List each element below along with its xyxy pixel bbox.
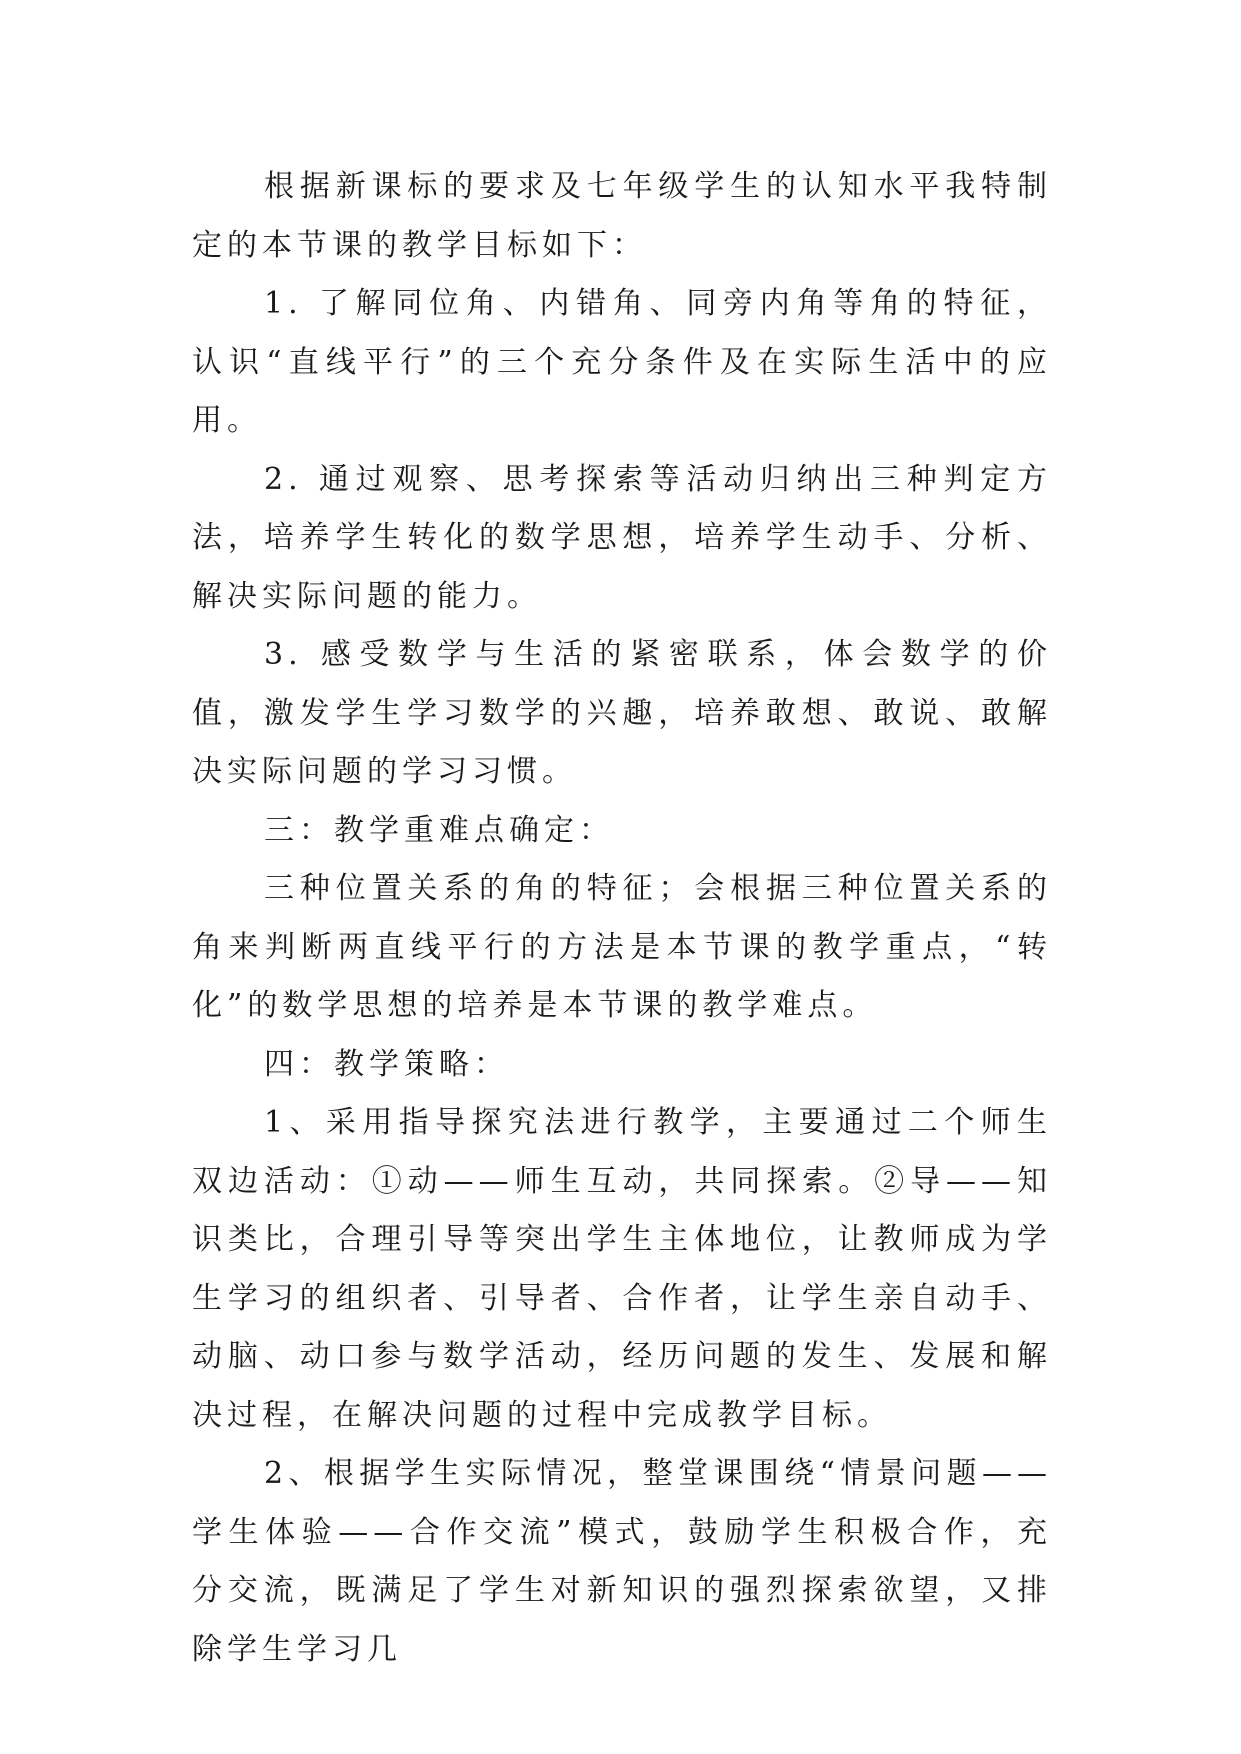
paragraph-objective-3: 3. 感受数学与生活的紧密联系，体会数学的价值，激发学生学习数学的兴趣，培养敢想、敢说、敢解决实际问题的学习习惯。 [192,637,1052,789]
paragraph-key-points: 三种位置关系的角的特征；会根据三种位置关系的角来判断两直线平行的方法是本节课的教学重点，“转化”的数学思想的培养是本节课的教学难点。 [192,871,1052,1023]
section-heading-strategy: 四：教学策略： [264,1046,509,1082]
paragraph-strategy-1: 1、采用指导探究法进行教学，主要通过二个师生双边活动：①动——师生互动，共同探索。②导——知识类比，合理引导等突出学生主体地位，让教师成为学生学习的组织者、引导者、合作者，让学生亲自动手、动脑、动口参与数学活动，经历问题的发生、发展和解决过程，在解决问题的过程中完成教学目标。 [192,1105,1052,1433]
paragraph-objectives-intro: 根据新课标的要求及七年级学生的认知水平我特制定的本节课的教学目标如下： [192,169,1052,263]
paragraph-objective-2: 2. 通过观察、思考探索等活动归纳出三种判定方法，培养学生转化的数学思想，培养学生动手、分析、解决实际问题的能力。 [192,461,1052,614]
section-heading-key-points: 三：教学重难点确定： [264,812,614,848]
paragraph-strategy-2: 2、根据学生实际情况，整堂课围绕“情景问题——学生体验——合作交流”模式，鼓励学生积极合作，充分交流，既满足了学生对新知识的强烈探索欲望，又排除学生学习几 [192,1456,1052,1667]
paragraph-objective-1: 1. 了解同位角、内错角、同旁内角等角的特征，认识“直线平行”的三个充分条件及在实际生活中的应用。 [192,286,1052,438]
document-body [192,158,1052,1679]
